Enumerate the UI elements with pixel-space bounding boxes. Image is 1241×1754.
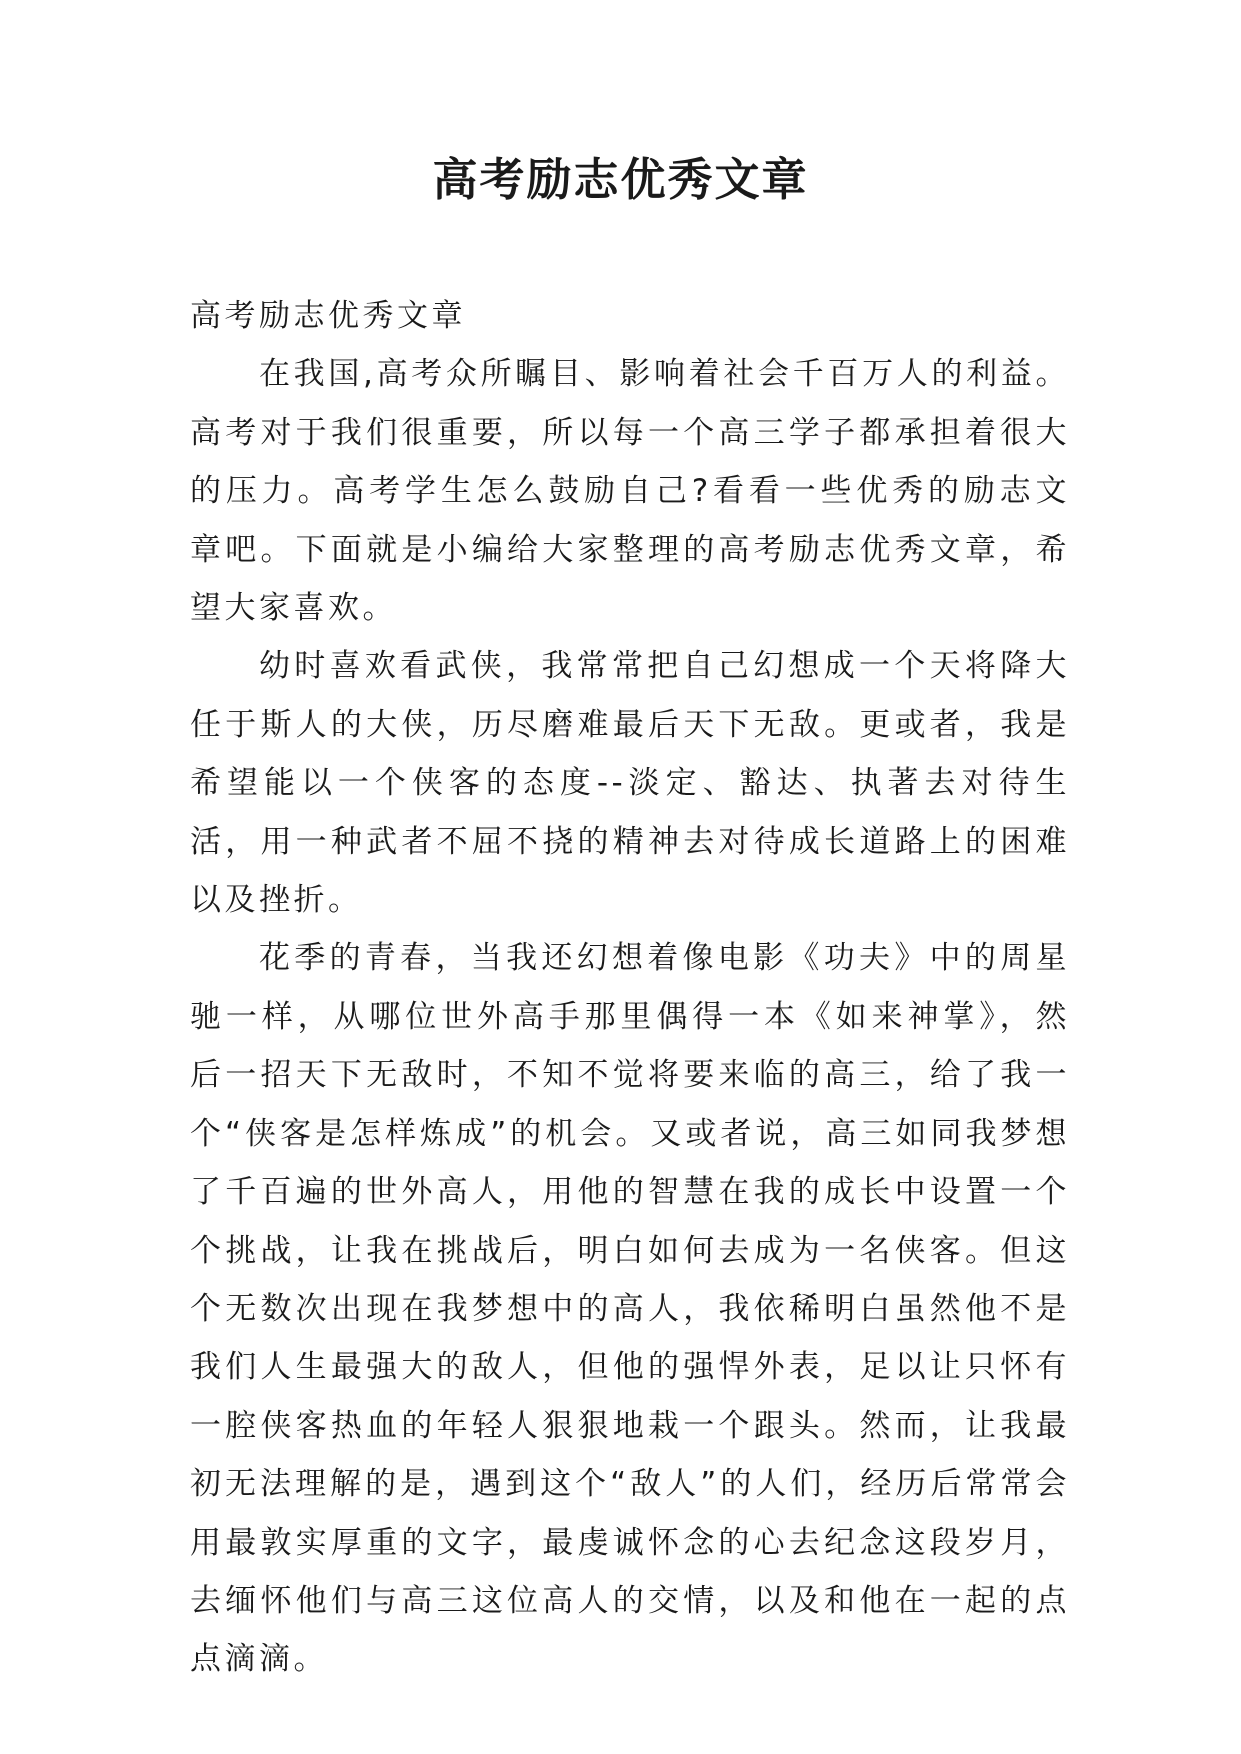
paragraph-intro: 在我国,高考众所瞩目、影响着社会千百万人的利益。高考对于我们很重要，所以每一个高三学子都承担着很大的压力。高考学生怎么鼓励自己?看看一些优秀的励志文章吧。下面就是小编给大家整理的高考励志优秀文章，希望大家喜欢。 [190, 356, 1070, 627]
document-body [190, 287, 1070, 1689]
paragraph-youth: 花季的青春，当我还幻想着像电影《功夫》中的周星驰一样，从哪位世外高手那里偶得一本《如来神掌》，然后一招天下无敌时，不知不觉将要来临的高三，给了我一个“侠客是怎样炼成”的机会。又或者说，高三如同我梦想了千百遍的世外高人，用他的智慧在我的成长中设置一个个挑战，让我在挑战后，明白如何去成为一名侠客。但这个无数次出现在我梦想中的高人，我依稀明白虽然他不是我们人生最强大的敌人，但他的强悍外表，足以让只怀有一腔侠客热血的年轻人狠狠地栽一个跟头。然而，让我最初无法理解的是，遇到这个“敌人”的人们，经历后常常会用最敦实厚重的文字，最虔诚怀念的心去纪念这段岁月，去缅怀他们与高三这位高人的交情，以及和他在一起的点点滴滴。 [190, 940, 1070, 1678]
paragraph-childhood: 幼时喜欢看武侠，我常常把自己幻想成一个天将降大任于斯人的大侠，历尽磨难最后天下无敌。更或者，我是希望能以一个侠客的态度--淡定、豁达、执著去对待生活，用一种武者不屈不挠的精神去对待成长道路上的困难以及挫折。 [190, 648, 1070, 919]
document-subtitle: 高考励志优秀文章 [190, 298, 466, 334]
document-title: 高考励志优秀文章 [432, 153, 809, 206]
